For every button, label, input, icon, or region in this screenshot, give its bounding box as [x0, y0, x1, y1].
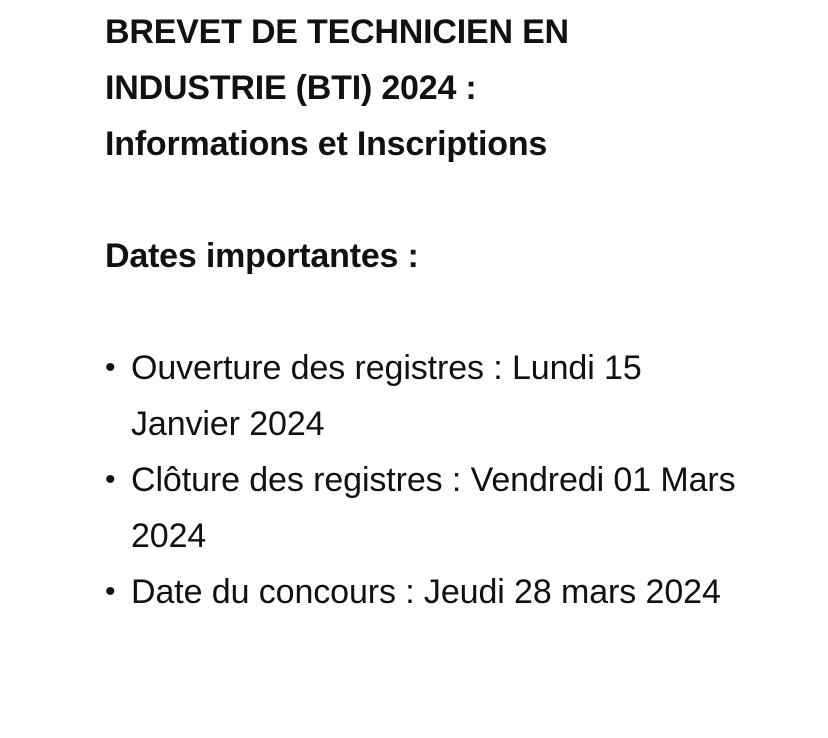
title-line-3: Informations et Inscriptions	[105, 125, 548, 163]
title-line-2: INDUSTRIE (BTI) 2024 :	[105, 69, 477, 107]
important-dates-list	[105, 340, 805, 620]
document-body	[105, 4, 805, 620]
list-item-registration-closing	[105, 452, 751, 564]
list-item-text: Date du concours : Jeudi 28 mars 2024	[131, 573, 721, 611]
bullet-icon: •	[105, 463, 116, 496]
list-item-exam-date	[105, 564, 751, 620]
bullet-icon: •	[105, 575, 116, 608]
title-line-1: BREVET DE TECHNICIEN EN	[105, 13, 569, 51]
list-item-registration-opening	[105, 340, 751, 452]
section-heading-important-dates: Dates importantes :	[105, 237, 419, 275]
list-item-text: Clôture des registres : Vendredi 01 Mars 2024	[131, 461, 736, 555]
list-item-text: Ouverture des registres : Lundi 15 Janvier 2024	[131, 349, 642, 443]
page-title	[105, 4, 805, 172]
bullet-icon: •	[105, 351, 116, 384]
